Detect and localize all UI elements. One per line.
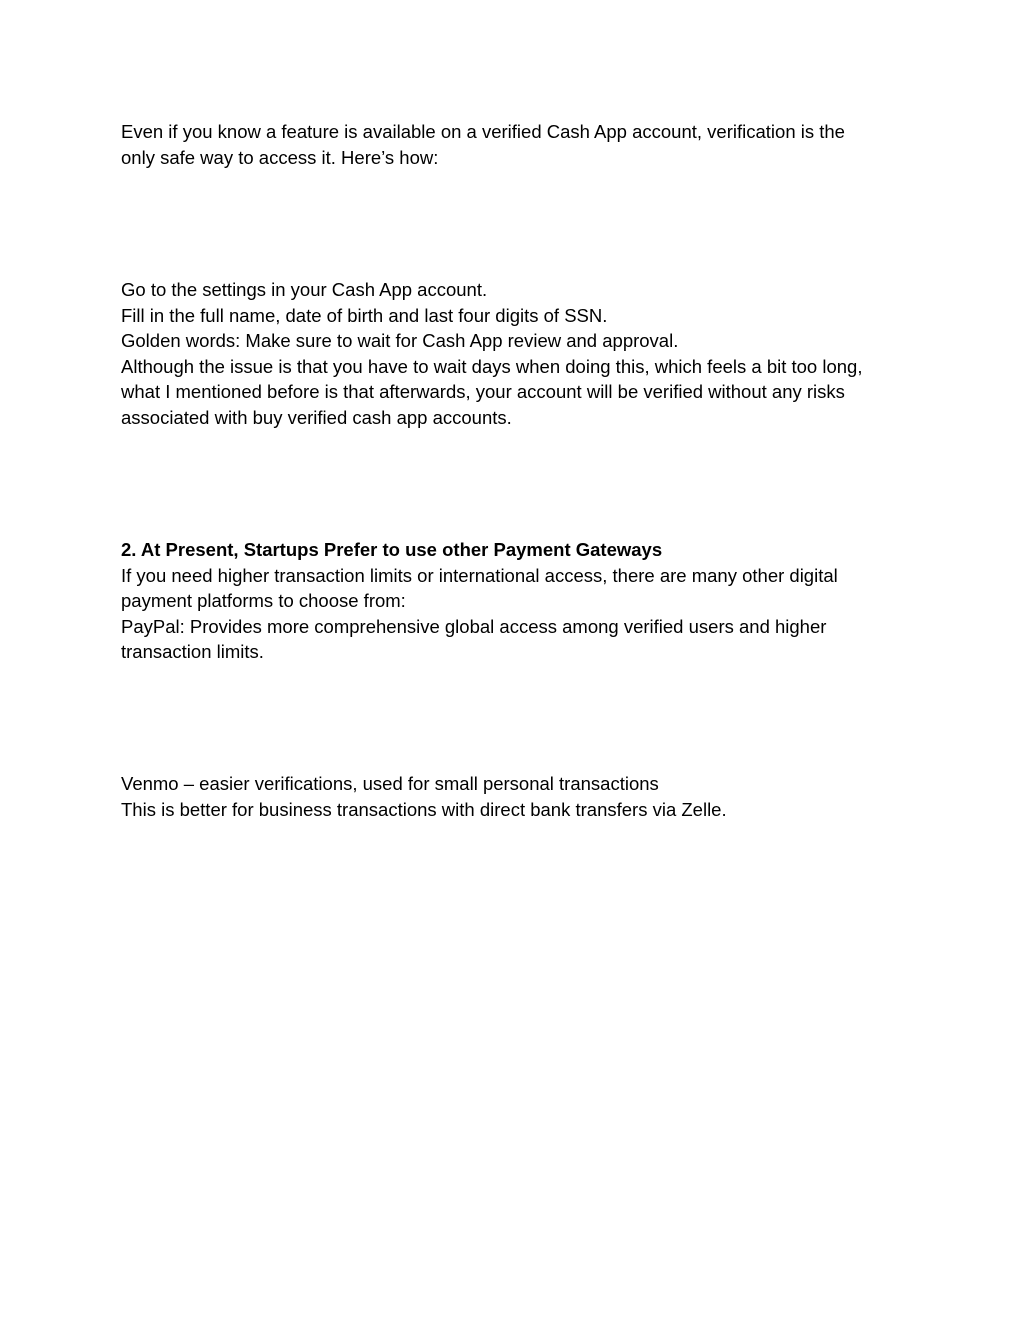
alternatives-paragraph <box>121 771 921 822</box>
text-line: Go to the settings in your Cash App account. <box>121 279 488 300</box>
text-line: If you need higher transaction limits or international access, there are many other digital <box>121 564 838 586</box>
text-line: only safe way to access it. Here’s how: <box>121 146 439 168</box>
text-line: This is better for business transactions with direct bank transfers via Zelle. <box>121 798 727 820</box>
section-2 <box>121 537 921 665</box>
text-line: associated with buy verified cash app accounts. <box>121 406 512 428</box>
steps-paragraph <box>121 277 921 431</box>
text-line: Fill in the full name, date of birth and last four digits of SSN. <box>121 304 608 326</box>
text-line: what I mentioned before is that afterwards, your account will be verified without any risks <box>121 381 845 403</box>
text-line: transaction limits. <box>121 641 264 663</box>
text-line: payment platforms to choose from: <box>121 590 406 612</box>
section-heading: 2. At Present, Startups Prefer to use other Payment Gateways <box>121 539 663 560</box>
text-line: Golden words: Make sure to wait for Cash App review and approval. <box>121 330 679 352</box>
text-line: Although the issue is that you have to wait days when doing this, which feels a bit too long, <box>121 355 863 377</box>
text-line: Venmo – easier verifications, used for small personal transactions <box>121 773 659 794</box>
intro-paragraph <box>121 119 921 170</box>
text-line: PayPal: Provides more comprehensive global access among verified users and higher <box>121 615 827 637</box>
text-line: Even if you know a feature is available on a verified Cash App account, verification is the <box>121 121 845 142</box>
